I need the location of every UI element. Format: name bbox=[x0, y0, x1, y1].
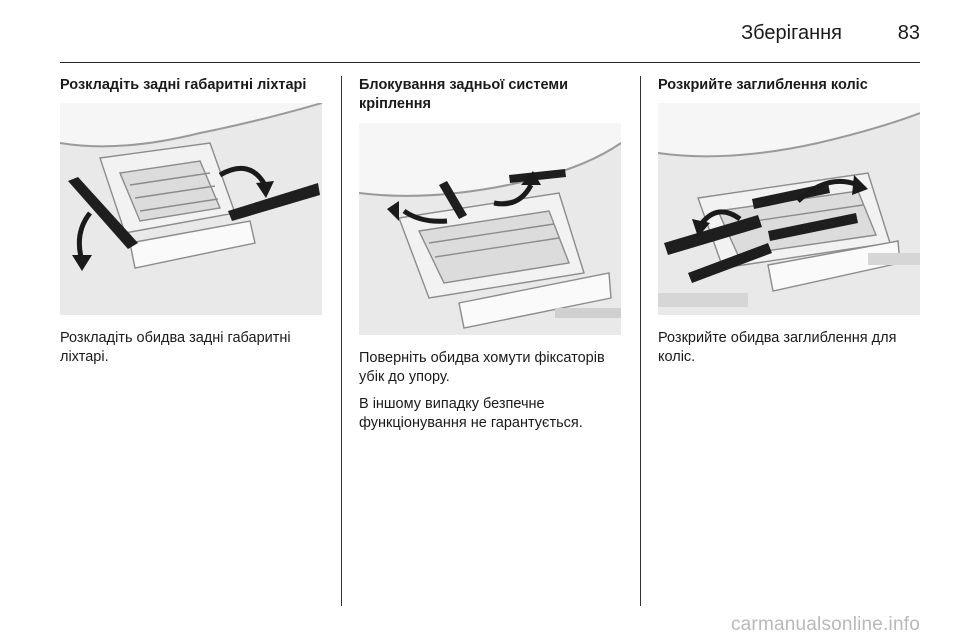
locking-illustration bbox=[359, 123, 621, 335]
watermark: carmanualsonline.info bbox=[730, 614, 920, 635]
column-text: Розкрийте обидва заглиблення для коліс. bbox=[658, 330, 897, 365]
column-text: В іншому випадку безпечне функціонування не гарантується. bbox=[359, 396, 583, 431]
column-text: Розкладіть обидва задні габаритні ліхтарі. bbox=[60, 330, 291, 365]
page-number: 83 bbox=[897, 22, 920, 44]
column-heading: Блокування задньої системи кріплення bbox=[359, 77, 568, 112]
column-divider bbox=[341, 76, 342, 606]
column-heading: Розкладіть задні габаритні ліхтарі bbox=[60, 77, 307, 93]
wheel-recesses-illustration bbox=[658, 103, 920, 315]
column-divider bbox=[640, 76, 641, 606]
column-text: Поверніть обидва хомути фіксаторів убік до упору. bbox=[359, 350, 605, 385]
column-tail-lights bbox=[60, 76, 322, 375]
column-wheel-recesses bbox=[658, 76, 920, 375]
page-header bbox=[60, 0, 920, 63]
column-heading: Розкрийте заглиблення коліс bbox=[658, 77, 868, 93]
tail-lights-illustration bbox=[60, 103, 322, 315]
section-title: Зберігання bbox=[741, 22, 842, 44]
column-locking bbox=[359, 76, 621, 441]
